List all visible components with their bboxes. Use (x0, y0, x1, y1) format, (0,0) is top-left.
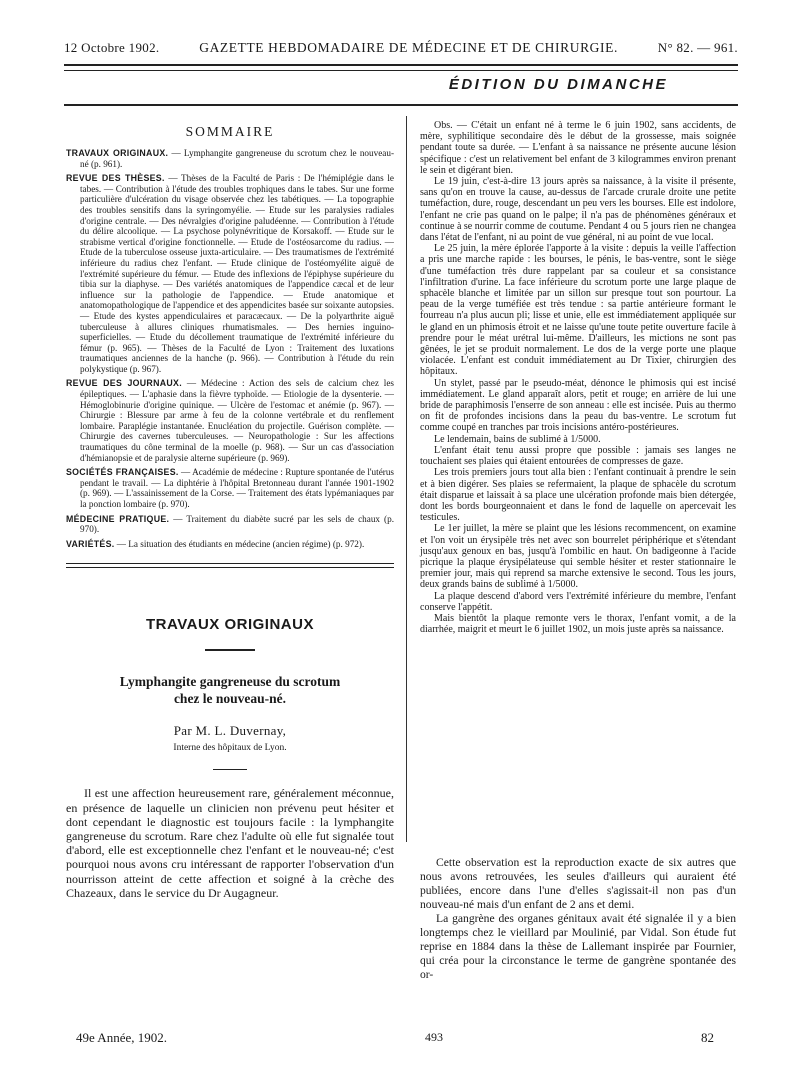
continuation-paragraph: La gangrène des organes génitaux avait été signalée il y a bien longtemps chez le vieillard par Moulinié, par Vidal. Son étude fut reprise en 1884 dans la thèse de Lallemant inspirée par Fournier, qui créa pour la circonstance le terme de gangrène spontanée des or- (420, 912, 736, 981)
sommaire-end-rules (66, 563, 394, 568)
right-column (420, 120, 736, 635)
issue-date: 12 Octobre 1902. (64, 40, 160, 55)
header-rule-bottom (64, 70, 738, 71)
edition-title: ÉDITION DU DIMANCHE (448, 76, 668, 93)
journal-title: GAZETTE HEBDOMADAIRE DE MÉDECINE ET DE CHIRURGIE. (199, 40, 618, 55)
issue-number: N° 82. — 961. (657, 40, 738, 55)
observation-paragraph: Le 25 juin, la mère éplorée l'apporte à la visite : depuis la veille l'affection a pris une marche rapide : les bourses, le pénis, le bas-ventre, sont le siège d'une tuméfaction très dure rappelant par sa couleur et sa consistance l'infiltration d'urine. La face inférieure du scrotum porte une large plaque de sphacèle blanche et limitée par un sillon sur presque tout son pourtour. La peau de la verge tuméfiée est très tendue : sa partie antérieure formant le fourreau n'a plus aucun pli; lisse et unie, elle est immédiatement appliquée sur le gland en un phimosis étroit et ne laisse qu'une toute petite ouverture facile à prendre pour le méat urétral lui-même. D'ailleurs, les mictions ne sont pas gênées, le jet se produit normalement. Le dos de la verge porte une plaque violacée. L'enfant est conduit immédiatement au Dr Tixier, chirurgien des hôpitaux. (420, 243, 736, 378)
sommaire-entry: SOCIÉTÉS FRANÇAISES. — Académie de médecine : Rupture spontanée de l'utérus pendant le travail. — La diphtérie à l'hôpital Bretonneau durant l'année 1901-1902 (p. 969). — L'assainissement de la Corse. — Traitement des états lypémaniaques par la ponction lombaire (p. 970). (66, 467, 394, 509)
observation-paragraph: Le lendemain, bains de sublimé à 1/5000. (434, 433, 601, 445)
footer-folio: 493 (424, 1030, 443, 1044)
article-title: Lymphangite gangreneuse du scrotum chez le nouveau-né. (119, 674, 341, 707)
sommaire-entry: VARIÉTÉS. — La situation des étudiants en médecine (ancien régime) (p. 972). (66, 538, 365, 549)
footer-number: 82 (700, 1030, 714, 1045)
author-rule (213, 769, 247, 770)
observation-paragraph: Le 19 juin, c'est-à-dire 13 jours après sa naissance, à la visite il présente, sans qu'on en trouve la cause, au-dessus de l'arcade crurale droite une petite tuméfaction, dure, rouge, descendant un peu vers les bourses. Elle est indolore, l'enfant ne crie pas quand on le palpe; il n'a pas de phénomènes généraux et continue à se nourrir comme de coutume. Pendant 4 ou 5 jours rien ne changea dans l'état de l'enfant, ni au point de vue général, ni au point de vue local. (420, 176, 737, 244)
article-author: Par M. L. Duvernay, (173, 723, 287, 739)
column-divider (406, 116, 407, 842)
left-column (66, 120, 394, 900)
author-affiliation: Interne des hôpitaux de Lyon. (173, 743, 287, 754)
observation-paragraph: Le 1er juillet, la mère se plaint que les lésions recommencent, on examine et l'on voit un érysipèle très net avec son bourrelet périphérique et s'étendant jusqu'aux genoux en bas, jusqu'à l'ombilic en haut. On badigeonne à l'acide picrique la plaque érysipélateuse qui semble hésiter et rester stationnaire le premier jour, mais qui reprend sa marche extensive le second. Tous les jours, deux grands bains de sublimé à 1/5000. (420, 523, 736, 591)
continuation-paragraph: Cette observation est la reproduction exacte de six autres que nous avons retrouvées, les seules d'ailleurs qui auraient été publiées, encore dans l'une d'elles s'agissait-il non pas d'un nouveau-né mais d'un enfant de 2 ans et demi. (420, 856, 736, 911)
sommaire-list (66, 148, 394, 549)
edition-rule (64, 104, 738, 106)
running-header (64, 40, 738, 60)
observation-paragraph: La plaque descend d'abord vers l'extrémité inférieure du membre, l'enfant conserve l'appétit. (420, 590, 736, 613)
sommaire-entry: TRAVAUX ORIGINAUX. — Lymphangite gangreneuse du scrotum chez le nouveau-né (p. 961). (66, 148, 395, 169)
observation-paragraph: Obs. — C'était un enfant né à terme le 6 juin 1902, sans accidents, de mère, syphilitique secondaire dès le début de la grossesse, mais soignée pendant toute sa durée. — L'enfant à sa naissance ne présente aucune lésion spécifique : c'est un relativement bel enfant de 3 kilogrammes environ prenant le sein et digérant bien. (420, 120, 736, 176)
article-intro (66, 786, 394, 900)
section-rule (205, 649, 255, 651)
observation-paragraph: Un stylet, passé par le pseudo-méat, dénonce le phimosis qui est incisé immédiatement. Le gland apparaît alors, petit et rouge; en arrière de lui une bride de paraphimosis l'enserre de son anneau : elle est incisée. Puis au thermo on fit de profondes incisions dans la peau du bas-ventre. Le scrotum fut comme coupé en tranches par trois incisions antéro-postérieures. (420, 377, 736, 434)
observation-paragraph: Les trois premiers jours tout alla bien : l'enfant continuait à prendre le sein et à bien digérer. Ses plaies se refermaient, la plaque de sphacèle du scrotum était disparue et laissait à sa place une ulcération profonde mais bien détergée, dont les bords bourgeonnaient et dans le fond de laquelle on apercevait les testicules. (420, 467, 736, 524)
page-footer (76, 1030, 714, 1046)
header-rule-top (64, 64, 738, 66)
section-title: TRAVAUX ORIGINAUX (146, 616, 314, 634)
observation-paragraph: Mais bientôt la plaque remonte vers le thorax, l'enfant vomit, a de la diarrhée, maigrit et meurt le 6 juillet 1902, un mois juste après sa naissance. (420, 612, 736, 636)
sommaire-entry: MÉDECINE PRATIQUE. — Traitement du diabète sucré par les sels de chaux (p. 970). (66, 513, 394, 535)
sommaire-entry: REVUE DES JOURNAUX. — Médecine : Action des sels de calcium chez les épileptiques. — L'aphasie dans la fièvre typhoïde. — Etiologie de la dysenterie. — Hémoglobinurie d'origine quinique. — Ulcère de l'estomac et anémie (p. 967). — Chirurgie : Blessure par arme à feu de la colonne vertébrale et du renflement lombaire. Paraplégie instantanée. Enucléation du projectile. Guérison complète. — Chirurgie des cavernes tuberculeuses. — Neuropathologie : Sur les affections traumatiques du cône terminal de la moelle (p. 968). — Sur un cas d'association d'hémianopsie et de paralysie alterne supérieure (p. 969). (66, 378, 394, 463)
sommaire-title: SOMMAIRE (185, 124, 275, 139)
intro-paragraph: Il est une affection heureusement rare, généralement méconnue, en présence de laquelle un clinicien non prévenu peut hésiter et dont cependant le diagnostic est toujours facile : la lymphangite gangreneuse du scrotum. Rare chez l'adulte où elle fut signalée tout d'abord, elle est exceptionnelle chez l'enfant et le nouveau-né; c'est pourquoi nous avons cru intéressant de rapporter l'observation d'un nourrisson atteint de cette affection et soigné à la crèche des Chazeaux, dans le service du Dr Augagneur. (66, 786, 394, 900)
observation-paragraph: L'enfant était tenu aussi propre que possible : jamais ses langes ne touchaient ses plaies qui étaient entourées de compresses de gaze. (420, 444, 736, 468)
footer-year: 49e Année, 1902. (76, 1030, 167, 1045)
continuation-text (420, 856, 736, 982)
sommaire-entry: REVUE DES THÈSES. — Thèses de la Faculté de Paris : De l'hémiplégie dans le tabes. — Contribution à l'étude des troubles trophiques dans le tabes. Sur une forme particulière d'ulcération du visage observée chez les tabétiques. — La topographie des troubles sensitifs dans la syringomyélie. — Etude sur les paralysies radiales d'origine centrale. — Des névralgies d'origine paludéenne. — Contribution à l'étude du délire alcoolique. — La psychose polynévritique de Korsakoff. — Etude sur le strabisme vertical d'origine fonctionnelle. — Etude de l'ostéosarcome du radius. — Etude de la tuberculose osseuse juxta-articulaire. — Des traumatismes de l'extrémité inférieure du radius chez l'enfant. — Etude clinique de l'ostéomyélite aiguë de l'extrémité supérieure du fémur. — Etude des inflexions de l'épiphyse supérieure du tibia sur la diaphyse. — Des variétés anatomiques de l'appendice cæcal et de leur influence sur la pathologie de l'appendice. — Etude anatomique et anatomopathologique de l'appendice et des appendicites basée sur soixante autopsies. — Etude des kystes appendiculaires et paracæcaux. — De la polyarthrite aiguë tuberculeuse à allures cliniques rhumatismales. — Des hernies inguino-superficielles. — Etude du décollement traumatique de l'extrémité inférieure du fémur (p. 965). — Thèses de la Faculté de Lyon : Traitement des luxations traumatiques anciennes de la hanche (p. 966). — Contribution à l'étude du rein polykystique (p. 967). (66, 173, 394, 374)
